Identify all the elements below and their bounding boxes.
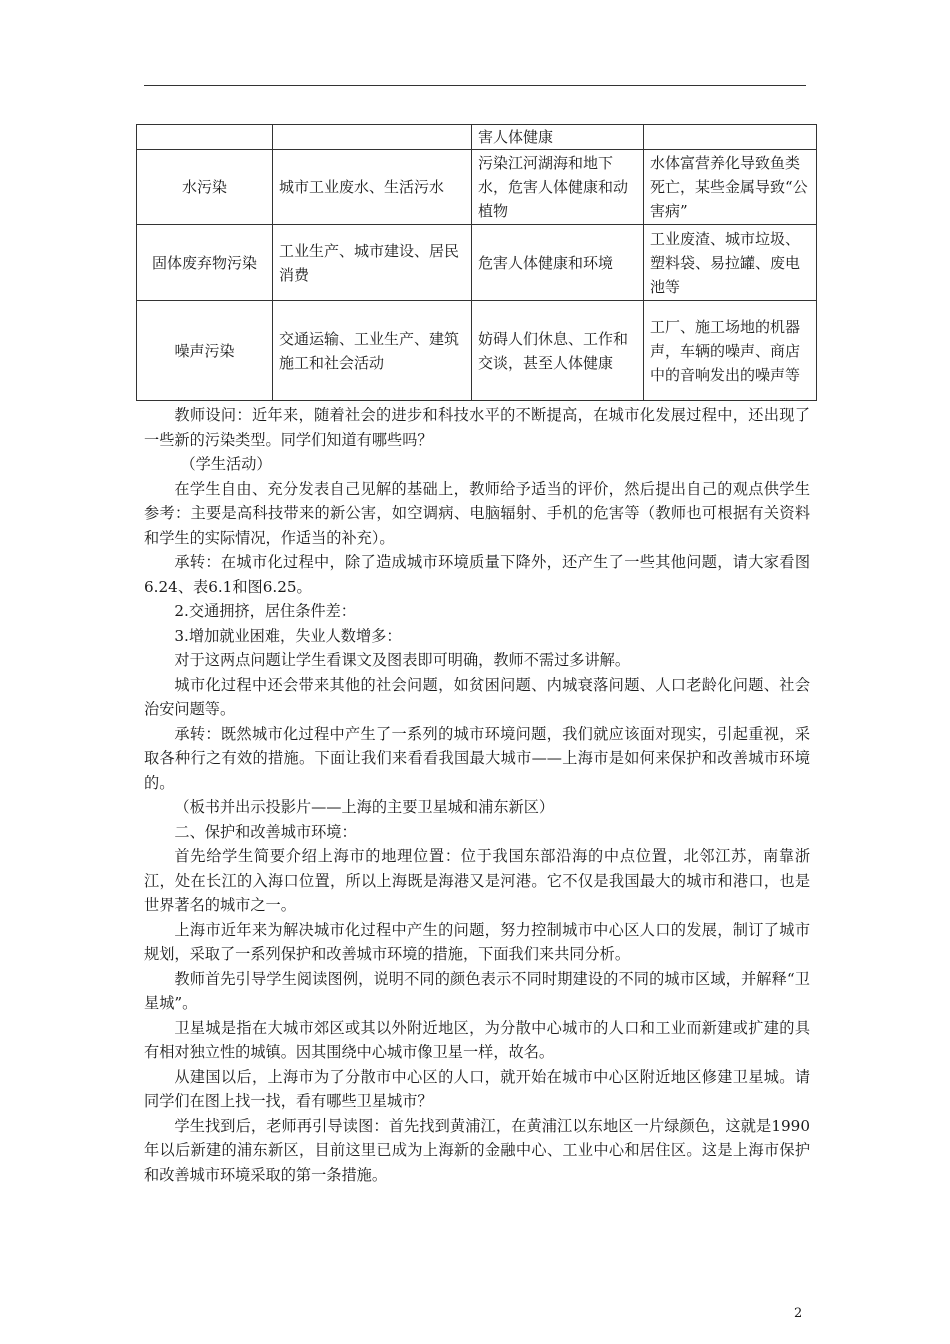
paragraph: 承转：在城市化过程中，除了造成城市环境质量下降外，还产生了一些其他问题，请大家看图6.24、表6.1和图6.25。 xyxy=(144,553,810,596)
pollution-type-cell: 水污染 xyxy=(137,150,273,225)
paragraph: 卫星城是指在大城市郊区或其以外附近地区，为分散中心城市的人口和工业而新建或扩建的具有相对独立性的城镇。因其围绕中心城市像卫星一样，故名。 xyxy=(144,1018,810,1061)
body-text xyxy=(144,403,810,1187)
paragraph: 在学生自由、充分发表自己见解的基础上，教师给予适当的评价，然后提出自己的观点供学生参考：主要是高科技带来的新公害，如空调病、电脑辐射、手机的危害等（教师也可根据有关资料和学生的实际情况，作适当的补充）。 xyxy=(144,479,810,547)
paragraph: 首先给学生简要介绍上海市的地理位置：位于我国东部沿海的中点位置，北邻江苏，南靠浙江，处在长江的入海口位置，所以上海既是海港又是河港。它不仅是我国最大的城市和港口，也是世界著名的城市之一。 xyxy=(144,847,810,914)
pollution-harm-cell: 害人体健康 xyxy=(472,125,644,150)
table-row xyxy=(137,301,817,401)
page-number: 2 xyxy=(794,1306,803,1321)
table-row xyxy=(137,150,817,225)
paragraph: 教师首先引导学生阅读图例，说明不同的颜色表示不同时期建设的不同的城市区域，并解释“卫星城”。 xyxy=(144,969,810,1012)
pollution-source-cell: 工业生产、城市建设、居民消费 xyxy=(273,225,472,301)
paragraph: 教师设问：近年来，随着社会的进步和科技水平的不断提高，在城市化发展过程中，还出现了一些新的污染类型。同学们知道有哪些吗？ xyxy=(144,406,810,449)
paragraph: （学生活动） xyxy=(180,455,272,473)
paragraph: 学生找到后，老师再引导读图：首先找到黄浦江，在黄浦江以东地区一片绿颜色，这就是1990年以后新建的浦东新区，目前这里已成为上海新的金融中心、工业中心和居住区。这是上海市保护和改善城市环境采取的第一条措施。 xyxy=(144,1116,810,1184)
paragraph: 从建国以后，上海市为了分散市中心区的人口，就开始在城市中心区附近地区修建卫星城。请同学们在图上找一找，看有哪些卫星城市？ xyxy=(144,1067,810,1110)
header-rule xyxy=(144,85,806,86)
pollution-source-cell: 城市工业废水、生活污水 xyxy=(273,150,472,225)
pollution-example-cell xyxy=(644,125,817,150)
table-row xyxy=(137,125,817,150)
pollution-type-cell: 噪声污染 xyxy=(137,301,273,401)
pollution-table xyxy=(136,124,817,401)
pollution-type-cell: 固体废弃物污染 xyxy=(137,225,273,301)
paragraph: 3.增加就业困难，失业人数增多： xyxy=(174,626,402,645)
pollution-example-cell: 水体富营养化导致鱼类死亡，某些金属导致“公害病” xyxy=(644,150,817,225)
paragraph: 承转：既然城市化过程中产生了一系列的城市环境问题，我们就应该面对现实，引起重视，采取各种行之有效的措施。下面让我们来看看我国最大城市——上海市是如何来保护和改善城市环境的。 xyxy=(144,724,810,792)
pollution-source-cell: 交通运输、工业生产、建筑施工和社会活动 xyxy=(273,301,472,401)
pollution-harm-cell: 危害人体健康和环境 xyxy=(472,225,644,301)
pollution-source-cell xyxy=(273,125,472,150)
paragraph: 城市化过程中还会带来其他的社会问题，如贫困问题、内城衰落问题、人口老龄化问题、社会治安问题等。 xyxy=(144,675,810,718)
pollution-example-cell: 工厂、施工场地的机器声，车辆的噪声、商店中的音响发出的噪声等 xyxy=(644,301,817,401)
paragraph: 上海市近年来为解决城市化过程中产生的问题，努力控制城市中心区人口的发展，制订了城市规划，采取了一系列保护和改善城市环境的措施，下面我们来共同分析。 xyxy=(144,920,810,963)
paragraph: 2.交通拥挤，居住条件差： xyxy=(174,602,356,620)
paragraph: 二、保护和改善城市环境： xyxy=(174,822,357,841)
paragraph: （板书并出示投影片——上海的主要卫星城和浦东新区） xyxy=(174,798,555,816)
pollution-example-cell: 工业废渣、城市垃圾、塑料袋、易拉罐、废电池等 xyxy=(644,225,817,301)
pollution-harm-cell: 妨碍人们休息、工作和交谈，甚至人体健康 xyxy=(472,301,644,401)
table-row xyxy=(137,225,817,301)
paragraph: 对于这两点问题让学生看课文及图表即可明确，教师不需过多讲解。 xyxy=(174,651,631,669)
pollution-type-cell xyxy=(137,125,273,150)
pollution-harm-cell: 污染江河湖海和地下水，危害人体健康和动植物 xyxy=(472,150,644,225)
